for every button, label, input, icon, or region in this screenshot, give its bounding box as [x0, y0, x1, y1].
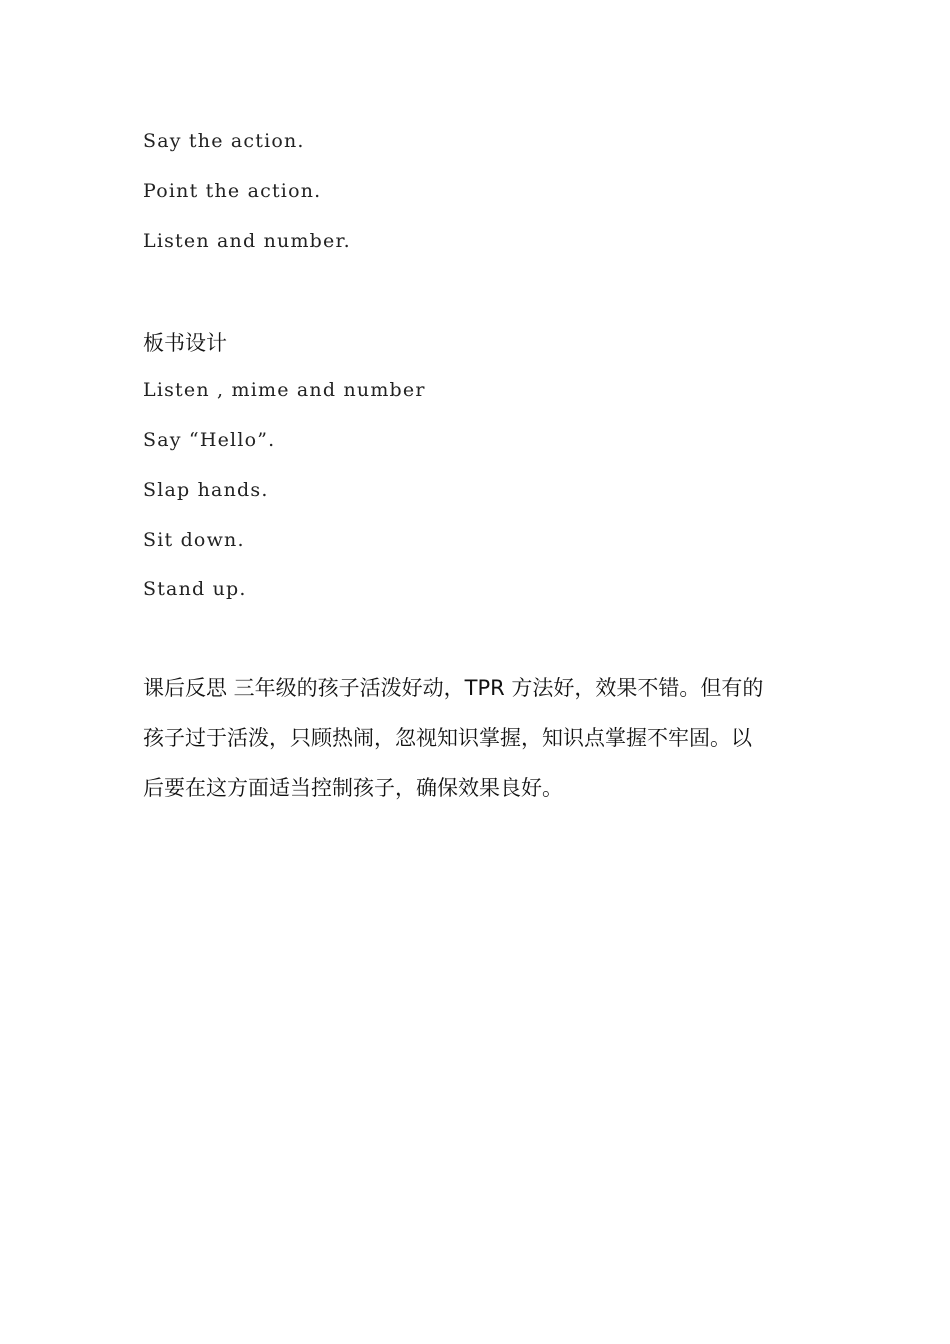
board-line-listen-mime: Listen , mime and number	[143, 379, 426, 401]
reflection-line-1: 课后反思 三年级的孩子活泼好动，TPR 方法好，效果不错。但有的	[143, 676, 764, 700]
board-line-sit-down: Sit down.	[143, 529, 245, 551]
action-line-listen: Listen and number.	[143, 230, 351, 252]
reflection-line-2: 孩子过于活泼，只顾热闹，忽视知识掌握，知识点掌握不牢固。以	[143, 726, 752, 750]
reflection-line-3: 后要在这方面适当控制孩子，确保效果良好。	[143, 776, 563, 800]
board-line-say-hello: Say “Hello”.	[143, 429, 276, 451]
reflection-paragraph	[143, 663, 813, 813]
action-line-say: Say the action.	[143, 130, 305, 152]
board-line-slap-hands: Slap hands.	[143, 479, 269, 501]
board-design-heading: 板书设计	[143, 331, 227, 355]
action-line-point: Point the action.	[143, 180, 322, 202]
board-line-stand-up: Stand up.	[143, 578, 247, 600]
